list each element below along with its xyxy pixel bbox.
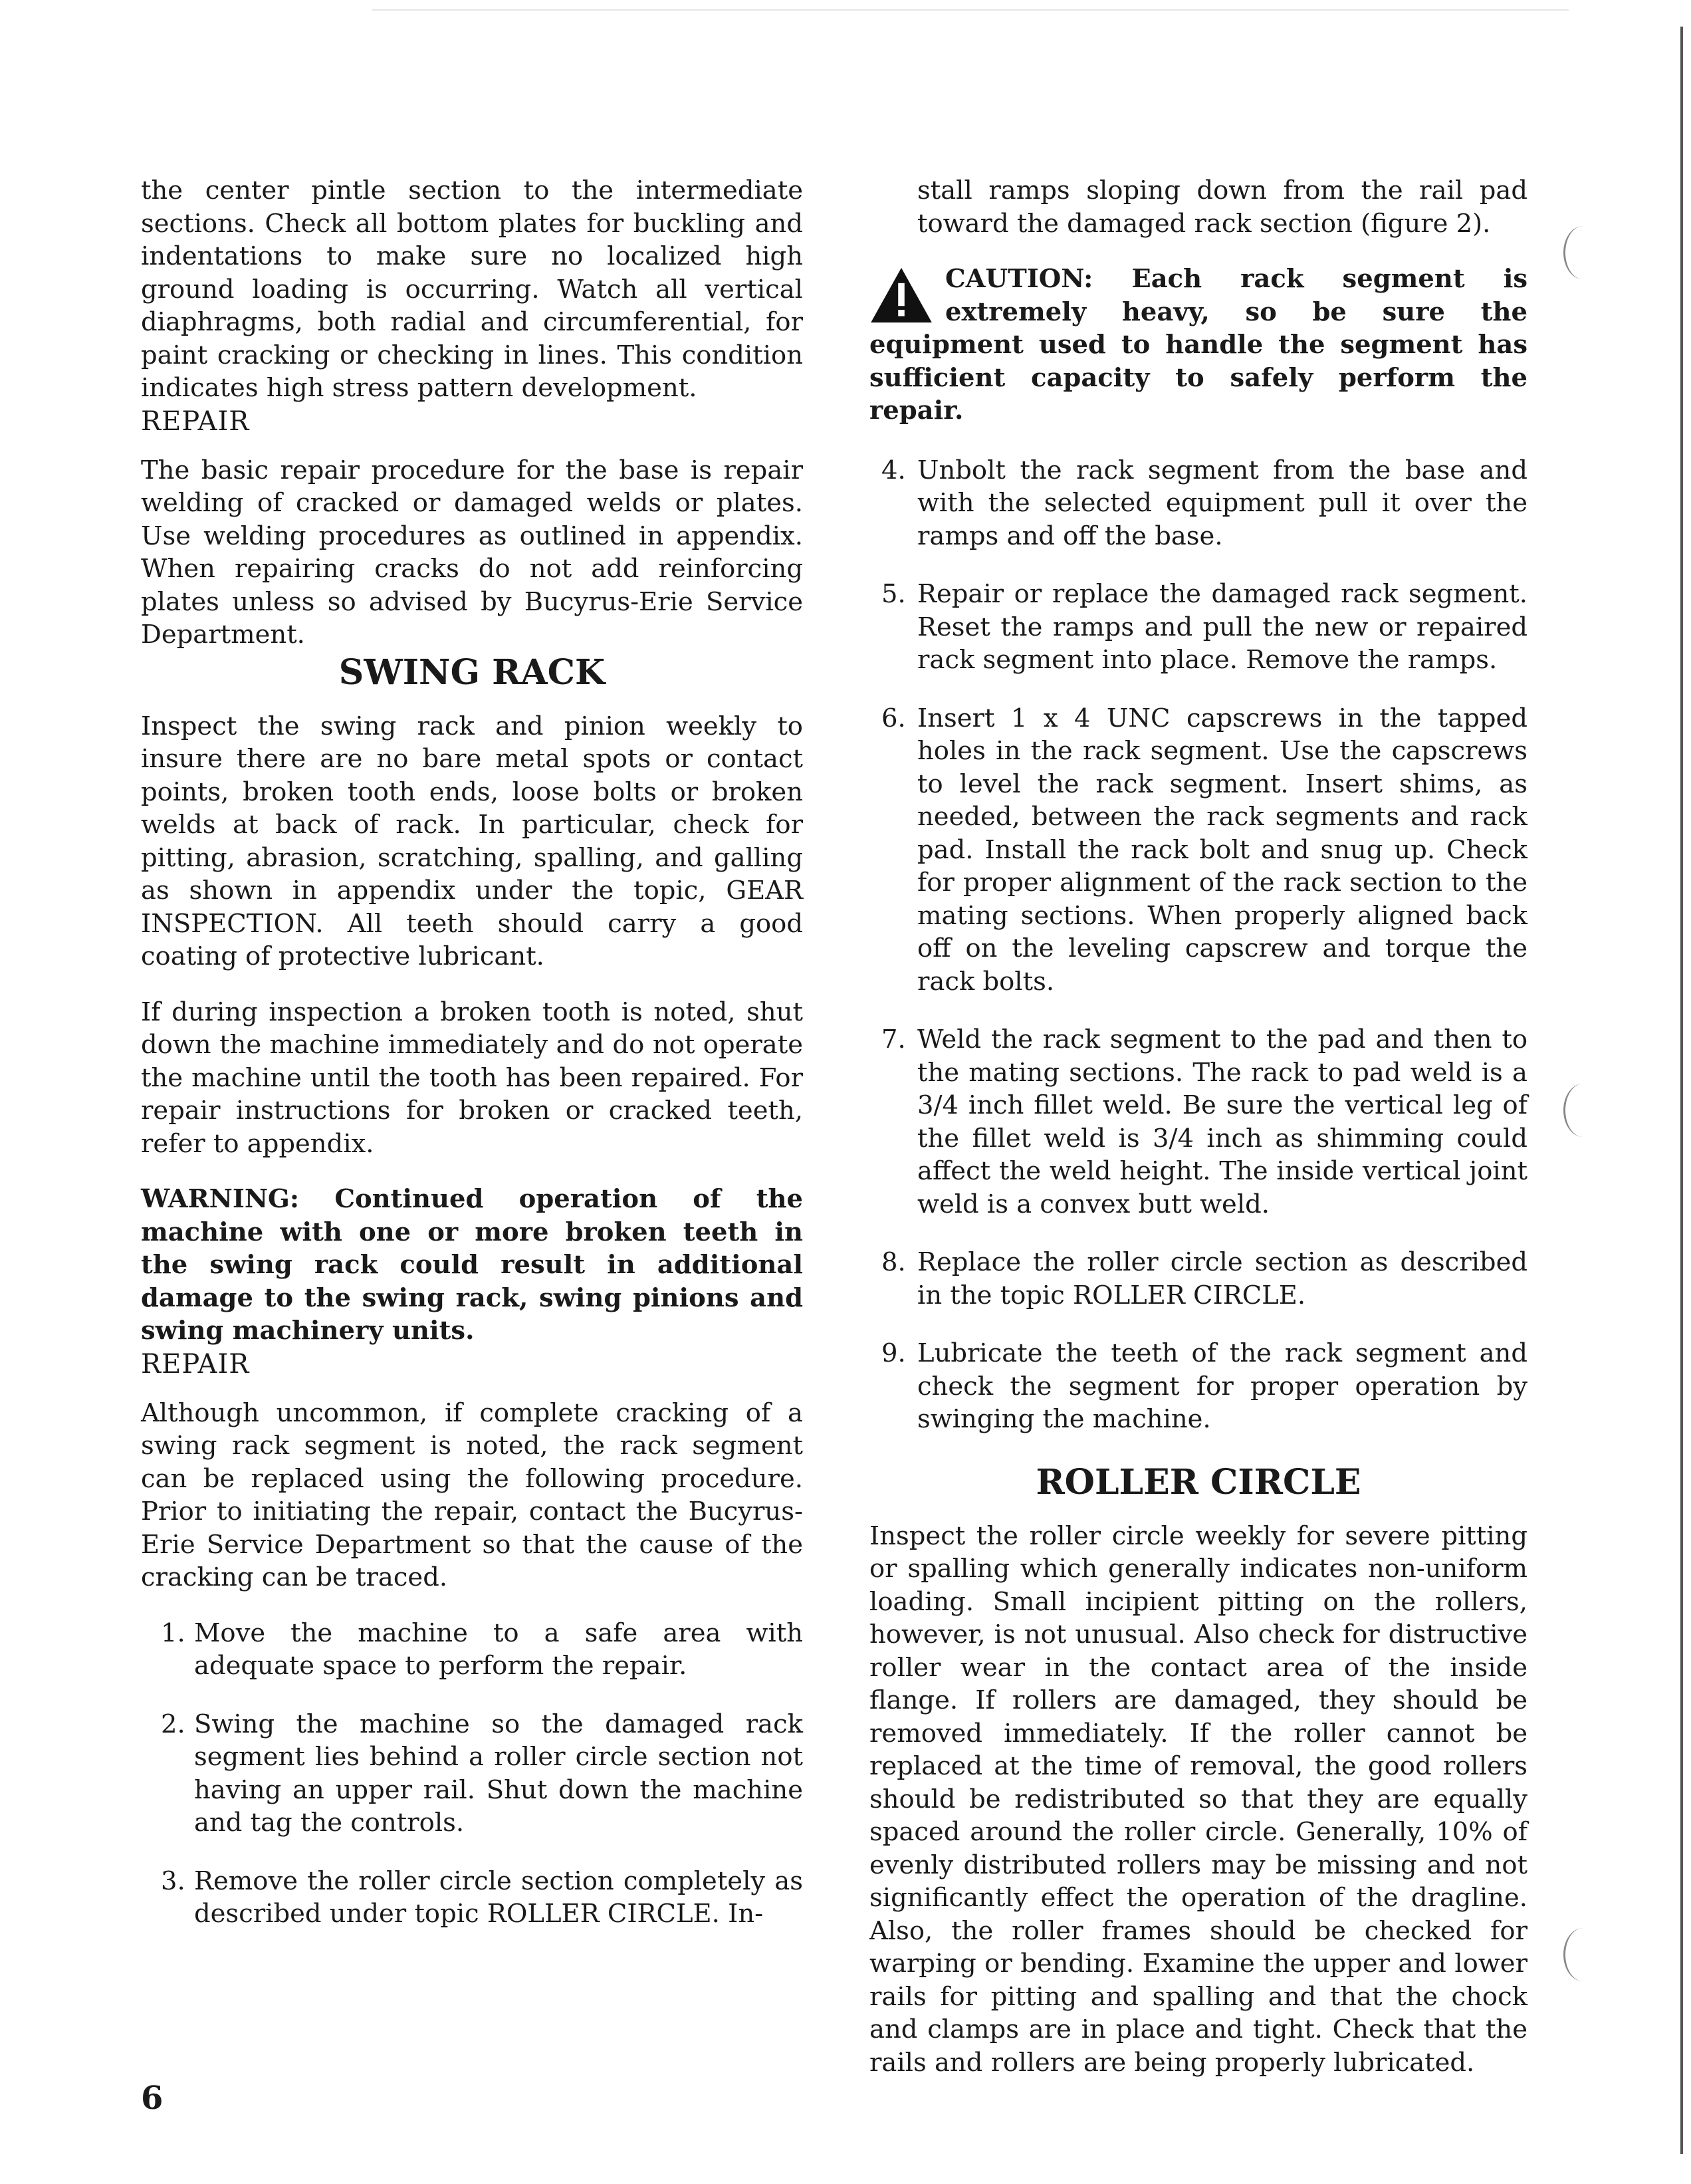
- continuation-paragraph: stall ramps sloping down from the rail pad toward the damaged rack section (figure 2).: [917, 176, 1527, 239]
- list-item: [869, 702, 1527, 999]
- caution-text: CAUTION: Each rack segment is extremely heavy, so be sure the equipment used to handle the segment has sufficient capacity to safely perform the repair.: [869, 264, 1527, 425]
- right-column: [869, 174, 1527, 2079]
- list-item: [869, 578, 1527, 677]
- punch-hole-mark: [1563, 226, 1603, 279]
- step-text: Repair or replace the damaged rack segment. Reset the ramps and pull the new or repaired rack segment into place. Remove the ramps.: [917, 579, 1527, 675]
- list-item: [869, 1246, 1527, 1312]
- repair-heading: REPAIR: [141, 1348, 250, 1380]
- step-number: 4.: [881, 455, 906, 485]
- repair-heading: REPAIR: [141, 406, 250, 437]
- swing-rack-paragraph: Inspect the swing rack and pinion weekly to insure there are no bare metal spots or contact points, broken tooth ends, loose bolts or broken welds at back of rack. In particular, check for pitting, abrasion, scratching, spalling, and galling as shown in appendix under the topic, GEAR INSPECTION. All teeth should carry a good coating of protective lubricant.: [141, 711, 803, 971]
- broken-tooth-paragraph: If during inspection a broken tooth is noted, shut down the machine immediately and do not operate the machine until the tooth has been repaired. For repair instructions for broken or cracked teeth, refer to appendix.: [141, 997, 803, 1159]
- step-number: 7.: [881, 1025, 906, 1054]
- scan-right-edge: [1680, 27, 1683, 2154]
- step-text: Remove the roller circle section completely as described under topic ROLLER CIRCLE. In-: [194, 1866, 803, 1929]
- caution-block: [869, 263, 1527, 427]
- step-number: 1.: [161, 1618, 185, 1648]
- list-item: [869, 454, 1527, 553]
- step-text: Insert 1 x 4 UNC capscrews in the tapped holes in the rack segment. Use the capscrews to level the rack segment. Insert shims, as needed, between the rack segments and rack pad. Install the rack bolt and snug up. Check for proper alignment of the rack section to the mating sections. When properly aligned back off on the leveling capscrew and torque the rack bolts.: [917, 703, 1527, 997]
- warning-triangle-icon: [869, 267, 933, 324]
- step-text: Weld the rack segment to the pad and then to the mating sections. The rack to pad weld is a 3/4 inch fillet weld. Be sure the vertical leg of the fillet weld is 3/4 inch as shimming could affect the weld height. The inside vertical joint weld is a convex butt weld.: [917, 1025, 1527, 1219]
- punch-hole-mark: [1563, 1928, 1603, 1981]
- roller-circle-paragraph: Inspect the roller circle weekly for severe pitting or spalling which generally indicates non-uniform loading. Small incipient pitting on the rollers, however, is not unusual. Also check for distructive roller wear in the contact area of the inside flange. If rollers are damaged, they should be removed immediately. If the roller cannot be replaced at the time of removal, the good rollers should be redistributed so that they are equally spaced around the roller circle. Generally, 10% of evenly distributed rollers may be missing and not significantly effect the operation of the dragline. Also, the roller frames should be checked for warping or bending. Examine the upper and lower rails for pitting and spalling and that the chock and clamps are in place and tight. Check that the rails and rollers are being properly lubricated.: [869, 1520, 1527, 2078]
- repair-steps-list: [141, 1617, 803, 1931]
- scan-top-edge: [372, 9, 1569, 11]
- step-text: Swing the machine so the damaged rack segment lies behind a roller circle section not having an upper rail. Shut down the machine and tag the controls.: [194, 1709, 803, 1838]
- step-number: 6.: [881, 703, 906, 733]
- list-item: [869, 1337, 1527, 1436]
- step-number: 5.: [881, 579, 906, 609]
- step-text: Unbolt the rack segment from the base and with the selected equipment pull it over the ramps and off the base.: [917, 455, 1527, 551]
- list-item: [141, 1708, 803, 1840]
- list-item: [141, 1865, 803, 1931]
- punch-hole-mark: [1563, 1084, 1603, 1137]
- step-text: Move the machine to a safe area with adequate space to perform the repair.: [194, 1618, 803, 1681]
- intro-paragraph: the center pintle section to the intermediate sections. Check all bottom plates for buckling and indentations to make sure no localized high ground loading is occurring. Watch all vertical diaphragms, both radial and circumferential, for paint cracking or checking in lines. This condition indicates high stress pattern development.: [141, 176, 803, 403]
- repair-steps-list-continued: [869, 454, 1527, 1436]
- step-text: Replace the roller circle section as described in the topic ROLLER CIRCLE.: [917, 1247, 1527, 1310]
- step-number: 2.: [161, 1709, 185, 1739]
- repair-paragraph: The basic repair procedure for the base is repair welding of cracked or damaged welds or plates. Use welding procedures as outlined in appendix. When repairing cracks do not add reinforcing plates unless so advised by Bucyrus-Erie Service Department.: [141, 455, 803, 650]
- list-item: [141, 1617, 803, 1683]
- swing-rack-heading: SWING RACK: [338, 652, 606, 693]
- step-number: 3.: [161, 1866, 185, 1896]
- step-number: 9.: [881, 1338, 906, 1368]
- repair-procedure-paragraph: Although uncommon, if complete cracking of a swing rack segment is noted, the rack segment can be replaced using the following procedure. Prior to initiating the repair, contact the Bucyrus-Erie Service Department so that the cause of the cracking can be traced.: [141, 1397, 803, 1592]
- roller-circle-heading: ROLLER CIRCLE: [1036, 1461, 1361, 1503]
- step-text: Lubricate the teeth of the rack segment and check the segment for proper operation by swinging the machine.: [917, 1338, 1527, 1434]
- step-number: 8.: [881, 1247, 906, 1277]
- page-number: 6: [141, 2080, 164, 2117]
- list-item: [869, 1023, 1527, 1221]
- left-column: [141, 174, 803, 1956]
- warning-text: WARNING: Continued operation of the machine with one or more broken teeth in the swing rack could result in additional damage to the swing rack, swing pinions and swing machinery units.: [141, 1184, 803, 1346]
